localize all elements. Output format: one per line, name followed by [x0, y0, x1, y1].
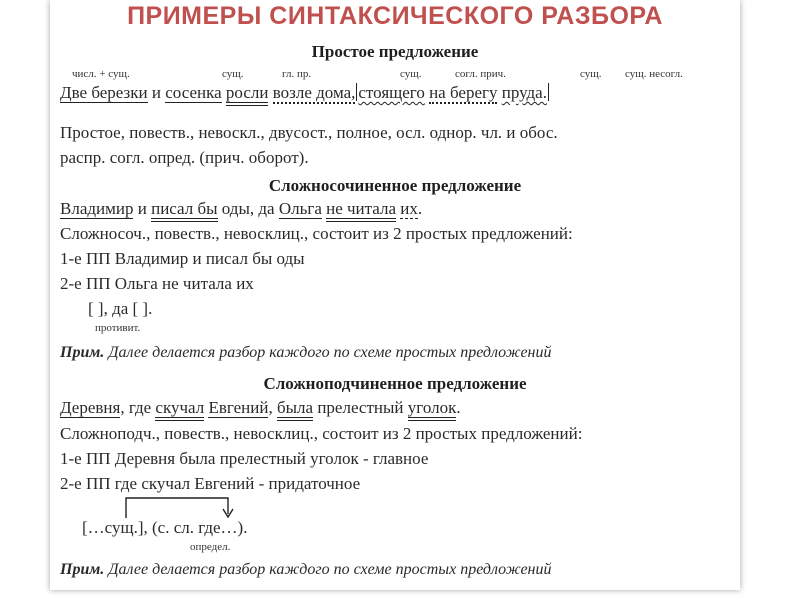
- word-ikh: их: [400, 199, 418, 218]
- word-pruda: пруда.: [501, 83, 547, 102]
- label-noun-nonagree: сущ. несогл.: [625, 68, 683, 80]
- word-byla: была: [277, 398, 313, 421]
- label-noun-1: сущ.: [222, 68, 244, 80]
- word-dve-berezki: Две березки: [60, 83, 148, 102]
- complex-pp1: 1-е ПП Деревня была прелестный уголок - главное: [60, 449, 429, 468]
- compound-pp1: 1-е ПП Владимир и писал бы оды: [60, 249, 305, 268]
- word-na-beregu: на берегу: [429, 83, 498, 102]
- word-olga: Ольга: [278, 199, 322, 218]
- complex-note: [60, 561, 551, 579]
- compound-pp2: 2-е ПП Ольга не читала их: [60, 274, 254, 293]
- word-rosli: росли: [226, 83, 269, 106]
- word-derevnya: Деревня: [60, 398, 121, 417]
- word-prelestny: прелестный: [317, 398, 404, 417]
- word-vozle-doma: возле дома,: [272, 83, 356, 102]
- word-vladimir: Владимир: [60, 199, 134, 218]
- label-num-noun: числ. + сущ.: [72, 68, 130, 80]
- word-stoyashchego: стоящего: [358, 83, 425, 102]
- complex-sentence: [60, 398, 461, 418]
- word-ugolok: уголок: [408, 398, 457, 421]
- compound-sentence: [60, 199, 422, 219]
- label-verb: гл. пр.: [282, 68, 312, 80]
- word-gde: , где: [120, 398, 152, 417]
- participle-bound-right: [548, 83, 549, 101]
- complex-heading: Сложноподчиненное предложение: [263, 374, 527, 393]
- compound-period: .: [417, 199, 423, 218]
- compound-analysis: Сложносоч., повеств., невосклиц., состоит из 2 простых предложений:: [60, 224, 573, 243]
- simple-analysis-1: Простое, повеств., невоскл., двусост., полное, осл. однор. чл. и обос.: [60, 123, 558, 142]
- word-ne-chitala: не читала: [326, 199, 396, 222]
- compound-note: [60, 344, 551, 362]
- complex-note-label: Прим.: [60, 561, 105, 578]
- compound-scheme: [ ], да [ ].: [88, 299, 153, 318]
- word-evgeniy: Евгений: [208, 398, 269, 417]
- complex-scheme-note: определ.: [190, 541, 231, 553]
- label-participle: согл. прич.: [455, 68, 506, 80]
- compound-note-label: Прим.: [60, 344, 105, 361]
- compound-scheme-note: противит.: [95, 322, 141, 334]
- complex-period: .: [456, 398, 461, 417]
- complex-note-text: Далее делается разбор каждого по схеме простых предложений: [108, 561, 552, 578]
- page-title: ПРИМЕРЫ СИНТАКСИЧЕСКОГО РАЗБОРА: [127, 2, 663, 30]
- compound-note-text: Далее делается разбор каждого по схеме простых предложений: [108, 344, 552, 361]
- simple-analysis-2: распр. согл. опред. (прич. оборот).: [60, 148, 309, 167]
- complex-scheme-clause: ], (с. сл. где…).: [137, 518, 248, 537]
- complex-scheme-main: […сущ.: [82, 518, 138, 537]
- word-pisal-by: писал бы: [151, 199, 217, 222]
- word-sosenka: сосенка: [165, 83, 222, 102]
- complex-comma: ,: [268, 398, 273, 417]
- simple-heading: Простое предложение: [311, 42, 479, 61]
- word-skuchal: скучал: [155, 398, 204, 421]
- complex-analysis: Сложноподч., повеств., невосклиц., состоит из 2 простых предложений:: [60, 424, 583, 443]
- complex-scheme: [82, 518, 247, 538]
- word-i-2: и: [137, 199, 147, 218]
- label-noun-2: сущ.: [400, 68, 422, 80]
- simple-sentence: [60, 83, 550, 103]
- compound-heading: Сложносочиненное предложение: [268, 176, 522, 195]
- label-noun-3: сущ.: [580, 68, 602, 80]
- word-i: и: [151, 83, 161, 102]
- slide-page: [50, 0, 740, 590]
- word-ody-da: оды, да: [221, 199, 275, 218]
- complex-pp2: 2-е ПП где скучал Евгений - придаточное: [60, 474, 361, 493]
